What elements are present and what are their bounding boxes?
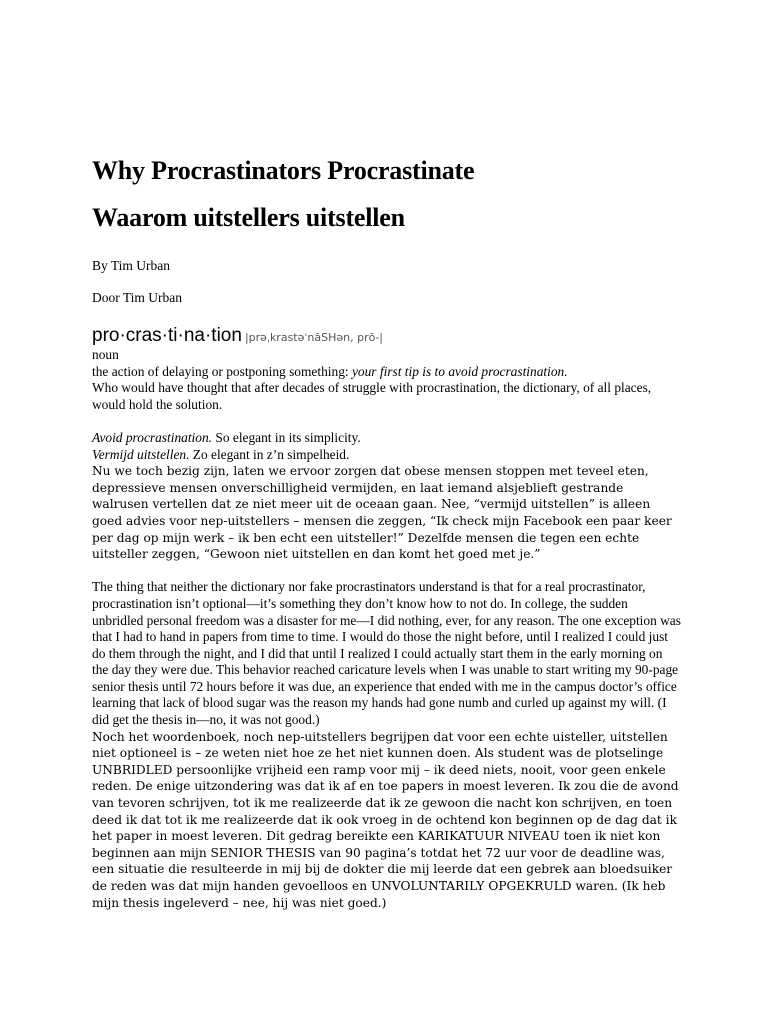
dictionary-headword: pro·cras·ti·na·tion	[92, 325, 242, 346]
byline-english: By Tim Urban	[92, 258, 171, 273]
dictionary-entry	[92, 325, 682, 380]
paragraph-english-1: Who would have thought that after decades of struggle with procrastination, the dictionary, of all places, would hold the solution.	[92, 380, 652, 412]
quote-dutch-italic: Vermijd uitstellen.	[92, 446, 190, 462]
quote-dutch	[92, 447, 682, 464]
dictionary-example: your first tip is to avoid procrastination.	[351, 363, 568, 379]
dictionary-part-of-speech: noun	[92, 347, 119, 362]
quote-english	[92, 430, 682, 447]
quote-english-italic: Avoid procrastination.	[92, 429, 213, 445]
dictionary-pronunciation: |prəˌkrastəˈnāSHən, prō-|	[244, 331, 384, 344]
dictionary-headline	[92, 325, 682, 347]
dictionary-definition-line	[92, 364, 682, 381]
quote-dutch-rest: Zo elegant in z’n simpelheid.	[189, 446, 350, 462]
paragraph-dutch-2: Noch het woordenboek, noch nep-uitstellers begrijpen dat voor een echte uisteller, uitstellen niet optioneel is – ze weten niet hoe ze het niet kunnen doen. Als student was de plotselinge UNBRIDLED persoonlijke vrijheid een ramp voor mij – ik deed niets, nooit, voor geen enkele reden. De enige uitzondering was dat ik af en toe papers in moest leveren. Ik zou die de avond van tevoren schrijven, tot ik me realizeerde dat ik ze gewoon die nacht kon schrijven, en toen deed ik dat tot ik me realizeerde dat ik ook vroeg in de ochtend kon beginnen op de dag dat ik het paper in moest leveren. Dit gedrag bereikte een KARIKATUUR NIVEAU toen ik niet kon beginnen aan mijn SENIOR THESIS van 90 pagina’s totdat het 72 uur voor de deadline was, een situatie die resulteerde in mij bij de dokter die mij leerde dat een gebrek aan bloedsuiker de reden was dat mijn handen gevoelloos en UNVOLUNTARILY OPGEKRULD waren. (Ik heb mijn thesis ingeleverd – nee, hij was niet goed.)	[92, 729, 679, 910]
quote-english-rest: So elegant in its simplicity.	[212, 429, 361, 445]
document-body	[92, 154, 682, 911]
title-dutch: Waarom uitstellers uitstellen	[92, 203, 405, 232]
byline-dutch: Door Tim Urban	[92, 290, 183, 305]
paragraph-english-2: The thing that neither the dictionary nor fake procrastinators understand is that for a real procrastinator, procrastination isn’t optional—it’s something they don’t know how to not do. In college, the sudden unbridled personal freedom was a disaster for me—I did nothing, ever, for any reason. The one exception was that I had to hand in papers from time to time. I would do those the night before, until I realized I could just do them through the night, and I did that until I realized I could actually start them in the early morning on the day they were due. This behavior reached caricature levels when I was unable to start writing my 90-page senior thesis until 72 hours before it was due, an experience that ended with me in the campus doctor’s office learning that lack of blood sugar was the reason my hands had gone numb and curled up against my will. (I did get the thesis in—no, it was not good.)	[92, 579, 681, 728]
paragraph-dutch-1: Nu we toch bezig zijn, laten we ervoor zorgen dat obese mensen stoppen met teveel eten, depressieve mensen onverschilligheid vermijden, en laat iemand alsjeblieft gestrande walrusen vertellen dat ze niet meer uit de oceaan gaan. Nee, “vermijd uitstellen” is alleen goed advies voor nep-uitstellers – mensen die zeggen, “Ik check mijn Facebook een paar keer per dag op mijn werk – ik ben echt een uitsteller!” Dezelfde mensen die tegen een echte uitsteller zeggen, “Gewoon niet uitstellen en dan komt het goed met je.”	[92, 464, 672, 562]
title-english: Why Procrastinators Procrastinate	[92, 156, 475, 185]
dictionary-definition: the action of delaying or postponing something:	[92, 363, 352, 379]
